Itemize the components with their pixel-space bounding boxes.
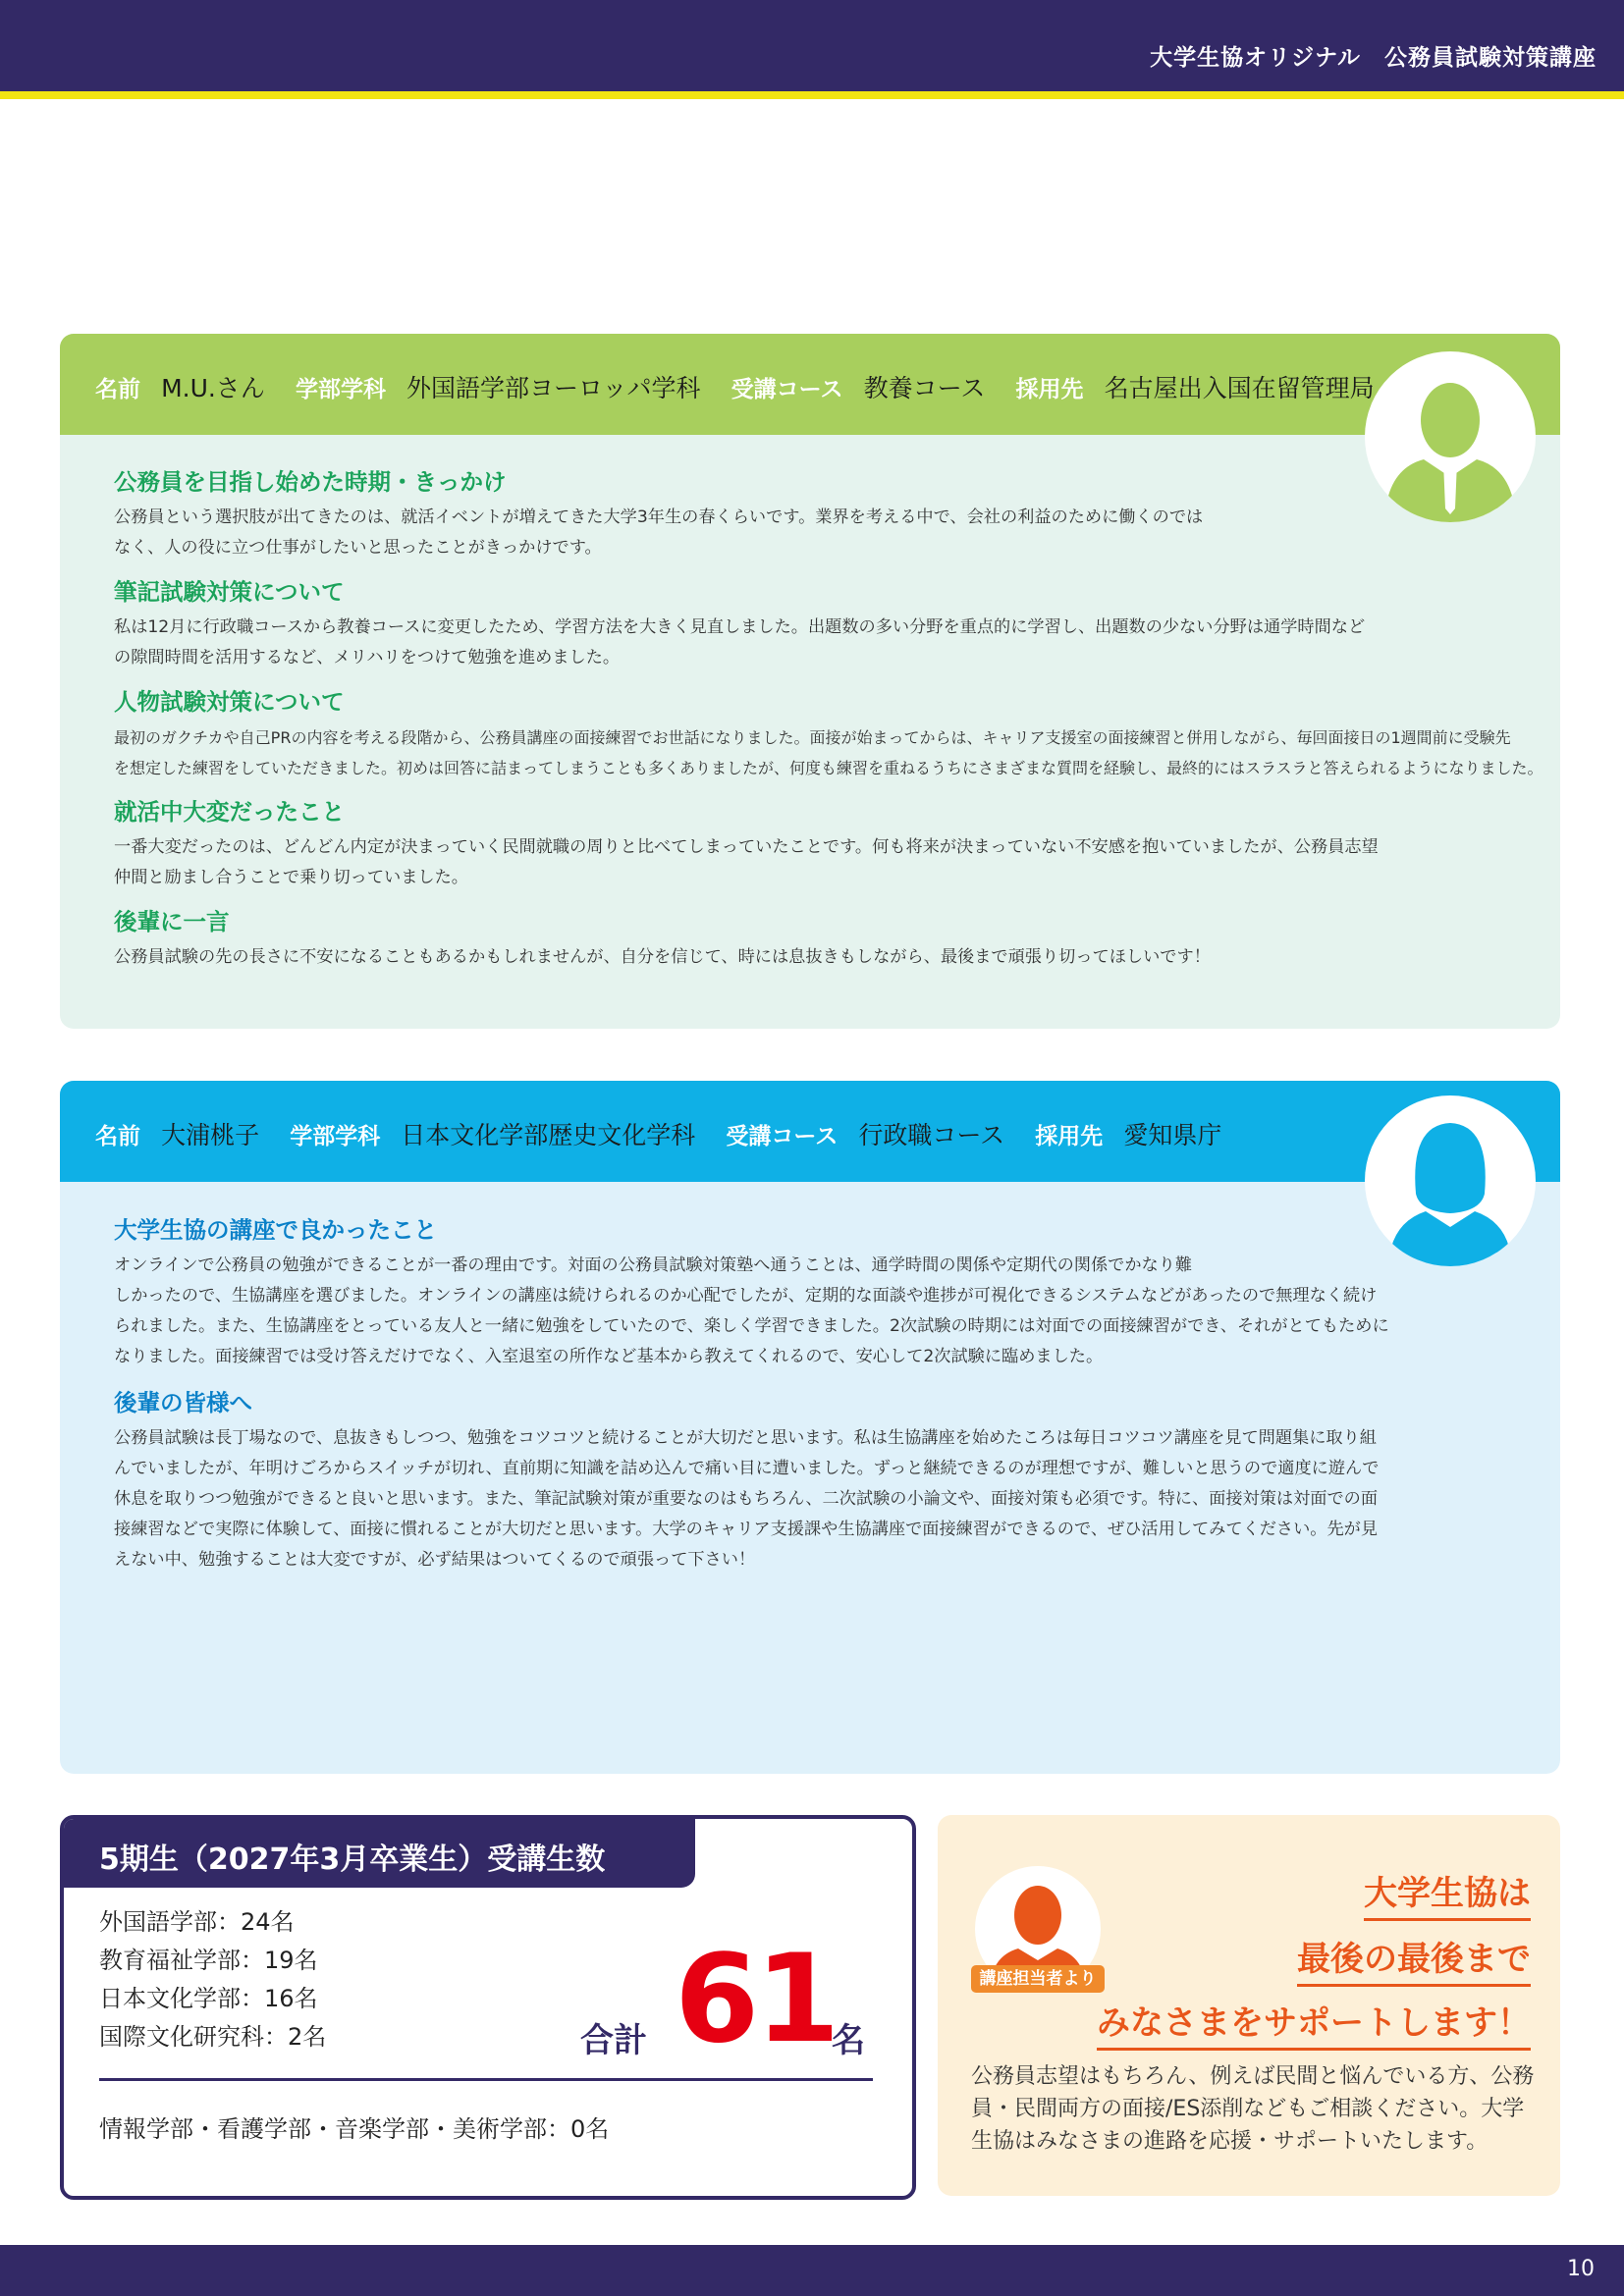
footer-bar xyxy=(0,2245,1624,2296)
stats-other: 情報学部・看護学部・音楽学部・美術学部：0名 xyxy=(99,2115,610,2143)
header-accent-line xyxy=(0,91,1624,99)
stats-item: 国際文化研究科：2名 xyxy=(99,2023,327,2051)
card-1-header xyxy=(60,334,1560,435)
total-value: 61 xyxy=(675,1929,837,2070)
employer-label: 採用先 xyxy=(1035,1124,1104,1149)
section-heading: 筆記試験対策について xyxy=(114,578,345,606)
card1-section-4 xyxy=(114,793,1508,893)
employer-label: 採用先 xyxy=(1015,377,1084,402)
course-label: 受講コース xyxy=(726,1124,839,1149)
stats-item: 日本文化学部：16名 xyxy=(99,1985,318,2012)
stats-list xyxy=(99,1903,326,2056)
total-label: 合計 xyxy=(580,2021,647,2060)
section-text: 公務員試験の先の長さに不安になることもあるかもしれませんが、自分を信じて、時には息抜きもしながら、最後まで頑張り切ってほしいです！ xyxy=(114,947,1211,967)
employer-value: 名古屋出入国在留管理局 xyxy=(1104,374,1375,402)
card1-section-5 xyxy=(114,903,1508,973)
support-message-box xyxy=(938,1815,1560,2196)
enrollment-stats-box xyxy=(60,1815,916,2200)
dept-value: 日本文化学部歴史文化学科 xyxy=(401,1121,696,1149)
staff-tag: 講座担当者より xyxy=(971,1965,1105,1993)
name-label: 名前 xyxy=(95,377,140,402)
dept-label: 学部学科 xyxy=(290,1124,381,1149)
card1-section-1 xyxy=(114,463,1508,563)
card2-section-2 xyxy=(114,1384,1508,1575)
support-body: 公務員志望はもちろん、例えば民間と悩んでいる方、公務員・民間両方の面接/ES添削などもご相談ください。大学生協はみなさまの進路を応援・サポートいたします。 xyxy=(971,2064,1535,2154)
stats-title: 5期生（2027年3月卒業生）受講生数 xyxy=(99,1842,606,1877)
section-heading: 公務員を目指し始めた時期・きっかけ xyxy=(114,468,507,496)
section-text: オンラインで公務員の勉強ができることが一番の理由です。対面の公務員試験対策塾へ通うことは、通学時間の関係や定期代の関係でかなり難 しかったので、生協講座を選びました。オンラインの講座は続けられるのか心配でしたが、定期的な面談や進捗が可視化できるシステムなどがあったので無理なく続け られました。また、生協講座をとっている友人と一緒に勉強をしていたので、楽しく学習できました。2次試験の時期には対面での面接練習ができ、それがとてもために なりました。面接練習では受け答えだけでなく、入室退室の所作など基本から教えてくれるので、安心して2次試験に臨めました。 xyxy=(114,1255,1389,1366)
card1-section-2 xyxy=(114,573,1508,673)
header-title: 大学生協オリジナル 公務員試験対策講座 xyxy=(1150,45,1597,71)
page-number: 10 xyxy=(1567,2257,1595,2281)
section-text: 公務員という選択肢が出てきたのは、就活イベントが増えてきた大学3年生の春くらいです。業界を考える中で、会社の利益のために働くのでは なく、人の役に立つ仕事がしたいと思ったことがきっかけです。 xyxy=(114,507,1204,558)
section-heading: 後輩の皆様へ xyxy=(114,1389,252,1416)
stats-title-tab xyxy=(64,1819,695,1888)
course-label: 受講コース xyxy=(731,377,843,402)
dept-value: 外国語学部ヨーロッパ学科 xyxy=(406,374,701,402)
support-headline-3: みなさまをサポートします！ xyxy=(1097,1996,1531,2051)
stats-item: 外国語学部：24名 xyxy=(99,1908,295,1936)
header-bar xyxy=(0,0,1624,91)
employer-value: 愛知県庁 xyxy=(1123,1121,1222,1149)
section-heading: 人物試験対策について xyxy=(114,688,345,716)
name-value: 大浦桃子 xyxy=(161,1121,260,1149)
section-text: 一番大変だったのは、どんどん内定が決まっていく民間就職の周りと比べてしまっていたことです。何も将来が決まっていない不安感を抱いていましたが、公務員志望 仲間と励まし合うことで乗り切っていました。 xyxy=(114,837,1379,887)
stats-item: 教育福祉学部：19名 xyxy=(99,1947,318,1974)
course-value: 教養コース xyxy=(863,374,986,402)
section-text: 私は12月に行政職コースから教養コースに変更したため、学習方法を大きく見直しました。出題数の多い分野を重点的に学習し、出題数の少ない分野は通学時間など の隙間時間を活用するなど、メリハリをつけて勉強を進めました。 xyxy=(114,617,1366,667)
card-2-header xyxy=(60,1081,1560,1182)
section-heading: 後輩に一言 xyxy=(114,908,230,935)
section-heading: 就活中大変だったこと xyxy=(114,798,345,826)
name-label: 名前 xyxy=(95,1124,140,1149)
dept-label: 学部学科 xyxy=(295,377,386,402)
support-headline-1: 大学生協は xyxy=(1364,1866,1531,1921)
card2-section-1 xyxy=(114,1211,1508,1372)
card1-section-3 xyxy=(114,683,1543,783)
section-heading: 大学生協の講座で良かったこと xyxy=(114,1216,437,1244)
stats-divider xyxy=(99,2078,873,2081)
support-headline-2: 最後の最後まで xyxy=(1297,1932,1531,1987)
total-unit: 名 xyxy=(832,2021,865,2060)
name-value: M.U.さん xyxy=(161,374,265,402)
section-text: 公務員試験は長丁場なので、息抜きもしつつ、勉強をコツコツと続けることが大切だと思います。私は生協講座を始めたころは毎日コツコツ講座を見て問題集に取り組 んでいましたが、年明けごろからスイッチが切れ、直前期に知識を詰め込んで痛い目に遭いました。ずっと継続できるのが理想ですが、難しいと思うので適度に遊んで 休息を取りつつ勉強ができると良いと思います。また、筆記試験対策が重要なのはもちろん、二次試験の小論文や、面接対策も必須です。特に、面接対策は対面での面 接練習などで実際に体験して、面接に慣れることが大切だと思います。大学のキャリア支援課や生協講座で面接練習ができるので、ぜひ活用してみてください。先が見 えない中、勉強することは大変ですが、必ず結果はついてくるので頑張って下さい！ xyxy=(114,1428,1380,1570)
course-value: 行政職コース xyxy=(858,1121,1005,1149)
section-text: 最初のガクチカや自己PRの内容を考える段階から、公務員講座の面接練習でお世話になりました。面接が始まってからは、キャリア支援室の面接練習と併用しながら、毎回面接日の1週間前に受験先 を想定した練習をしていただきました。初めは回答に詰まってしまうことも多くありましたが、何度も練習を重ねるうちにさまざまな質問を経験し、最終的にはスラスラと答えられるようになりました。 xyxy=(114,728,1543,777)
